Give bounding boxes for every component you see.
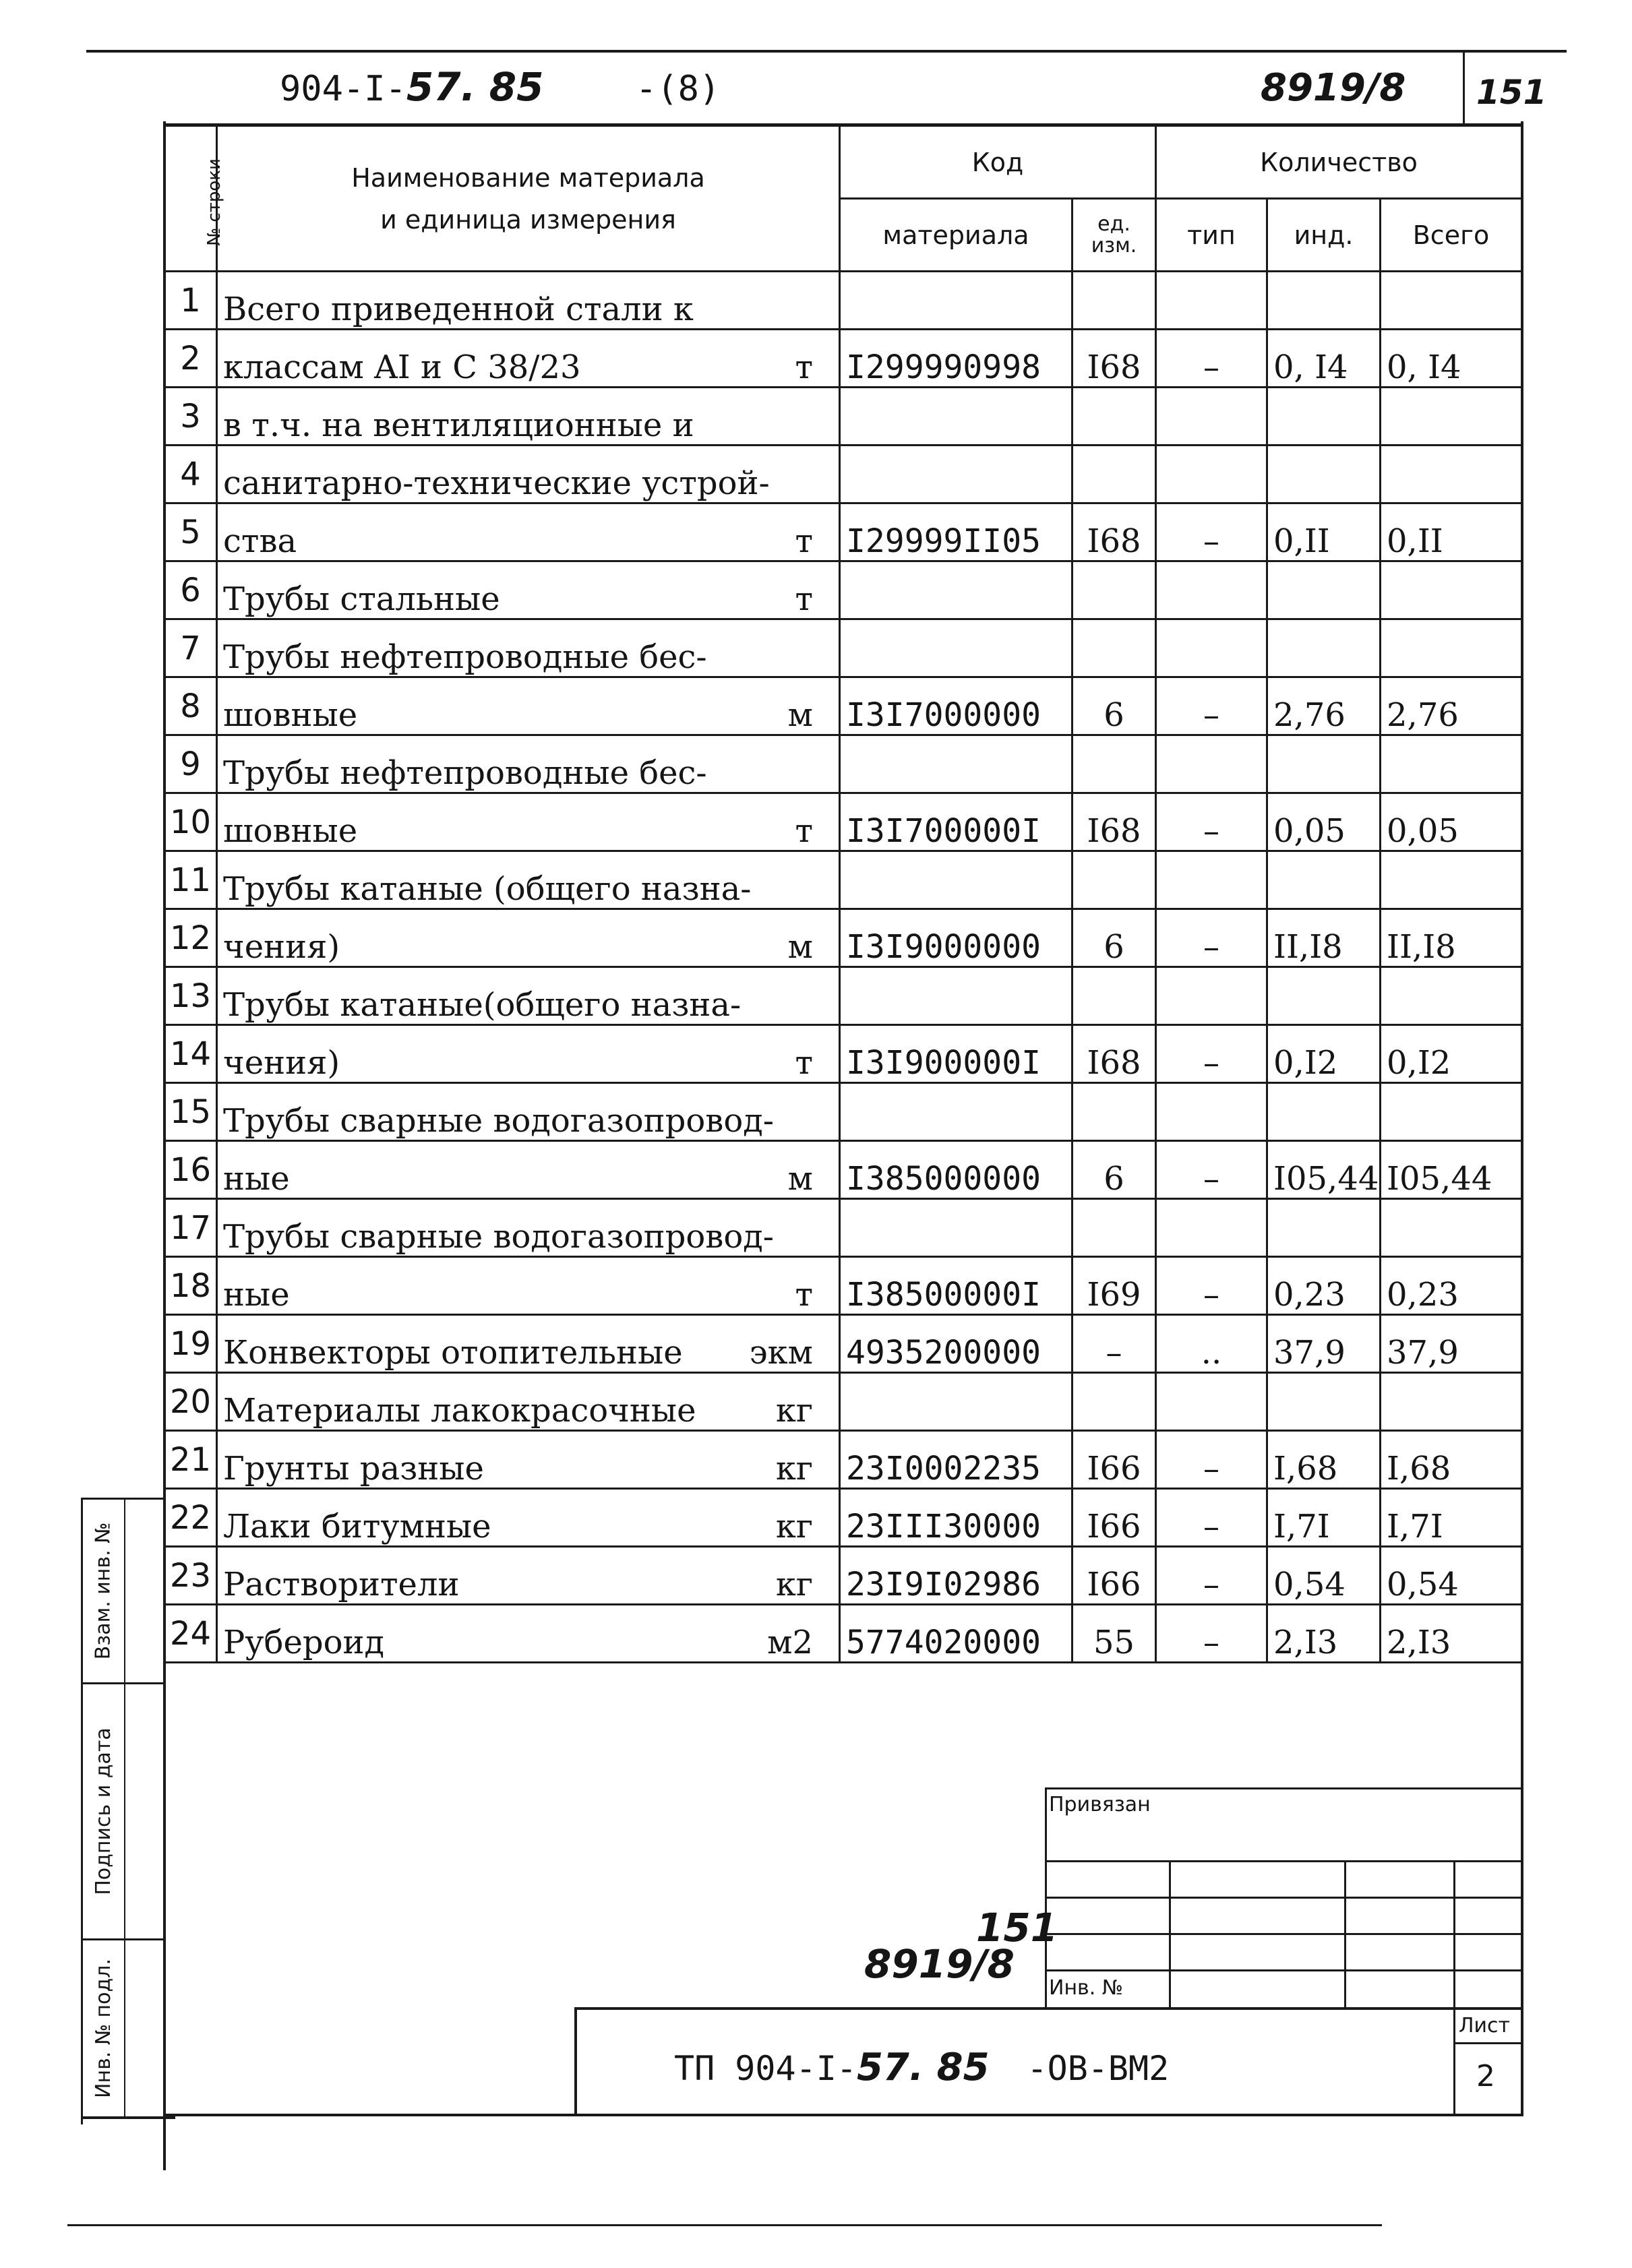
table-row	[164, 1489, 1522, 1547]
row-unit-code	[1072, 735, 1156, 793]
row-total: 0,05	[1381, 793, 1522, 851]
table-row	[164, 446, 1522, 503]
row-name	[217, 793, 840, 851]
row-unit-code	[1072, 851, 1156, 909]
row-number: 22	[164, 1489, 217, 1547]
priv-v2	[1344, 1860, 1346, 2007]
title-block-code	[674, 2046, 1169, 2089]
row-unit-code: 6	[1072, 909, 1156, 967]
table-row	[164, 1257, 1522, 1315]
list-number: 2	[1476, 2059, 1495, 2093]
row-code: I29999II05	[840, 503, 1072, 561]
table-row	[164, 503, 1522, 561]
row-code	[840, 851, 1072, 909]
row-number: 4	[164, 446, 217, 503]
row-name	[217, 561, 840, 619]
row-code: I299990998	[840, 330, 1072, 388]
stamp-line-2	[81, 1682, 164, 1684]
row-name-text: в т.ч. на вентиляционные и	[223, 406, 694, 444]
row-unit-code	[1072, 1083, 1156, 1141]
row-ind: 0,54	[1267, 1547, 1381, 1605]
row-unit-code: I68	[1072, 330, 1156, 388]
frame-top-line	[86, 50, 1567, 53]
row-code: I3I9000000	[840, 909, 1072, 967]
table-row	[164, 1373, 1522, 1431]
header-ind: инд.	[1267, 199, 1381, 272]
row-type: –	[1156, 677, 1267, 735]
row-type	[1156, 735, 1267, 793]
row-code	[840, 272, 1072, 330]
row-total	[1381, 446, 1522, 503]
row-name	[217, 1083, 840, 1141]
table-row	[164, 1605, 1522, 1663]
row-total: 0,I2	[1381, 1025, 1522, 1083]
tb-main-top	[574, 2007, 1523, 2010]
row-ind	[1267, 561, 1381, 619]
row-number: 2	[164, 330, 217, 388]
row-number: 23	[164, 1547, 217, 1605]
row-unit-symbol: кг	[775, 1508, 813, 1545]
priv-top	[1045, 1787, 1523, 1789]
header-name-line1: Наименование материала	[351, 162, 705, 193]
document-code	[280, 64, 720, 110]
row-unit-symbol: м2	[767, 1624, 813, 1661]
row-number: 1	[164, 272, 217, 330]
row-name-text: Трубы катаные (общего назна-	[223, 870, 752, 908]
row-name	[217, 1257, 840, 1315]
row-name	[217, 330, 840, 388]
table-row	[164, 1199, 1522, 1257]
row-unit-code	[1072, 561, 1156, 619]
table-row	[164, 619, 1522, 677]
row-ind	[1267, 446, 1381, 503]
tb-list-sep	[1453, 2042, 1523, 2044]
row-total	[1381, 851, 1522, 909]
row-number: 14	[164, 1025, 217, 1083]
row-name	[217, 1199, 840, 1257]
table-row	[164, 1083, 1522, 1141]
row-unit-code: 6	[1072, 1141, 1156, 1199]
row-unit-code: I69	[1072, 1257, 1156, 1315]
row-code: 23I9I02986	[840, 1547, 1072, 1605]
row-code	[840, 446, 1072, 503]
stamp-line-1	[81, 1498, 164, 1500]
row-name-text: Трубы нефтепроводные бес-	[223, 754, 707, 792]
row-ind: I,68	[1267, 1431, 1381, 1489]
row-name-text: Растворители	[223, 1566, 460, 1603]
row-unit-code: I66	[1072, 1431, 1156, 1489]
row-ind: 0,05	[1267, 793, 1381, 851]
row-unit-symbol: кг	[775, 1566, 813, 1603]
row-unit-symbol: м	[787, 1160, 813, 1198]
row-number: 3	[164, 388, 217, 446]
table-row	[164, 561, 1522, 619]
row-number: 11	[164, 851, 217, 909]
row-name	[217, 1141, 840, 1199]
row-code	[840, 1083, 1072, 1141]
table-row	[164, 1547, 1522, 1605]
row-code: I38500000I	[840, 1257, 1072, 1315]
row-name-text: Трубы сварные водогазопровод-	[223, 1218, 774, 1256]
row-unit-symbol: т	[795, 580, 813, 618]
table-row	[164, 677, 1522, 735]
tb-list-left	[1453, 2007, 1455, 2115]
inv-no-label: Инв. №	[1049, 1976, 1124, 2000]
row-type: –	[1156, 793, 1267, 851]
archive-number: 8919/8	[1261, 66, 1406, 110]
row-total	[1381, 1373, 1522, 1431]
row-name	[217, 1489, 840, 1547]
row-code	[840, 619, 1072, 677]
row-number: 13	[164, 967, 217, 1025]
row-name-text: Грунты разные	[223, 1450, 484, 1488]
row-name	[217, 967, 840, 1025]
row-name	[217, 1431, 840, 1489]
header-name-line2: и единица измерения	[380, 204, 676, 235]
stamp-mid-line	[124, 1498, 125, 2118]
row-name	[217, 503, 840, 561]
table-row	[164, 1431, 1522, 1489]
priv-h4	[1045, 1969, 1523, 1971]
row-type: –	[1156, 330, 1267, 388]
row-name	[217, 446, 840, 503]
row-unit-code	[1072, 1373, 1156, 1431]
row-total: 0,54	[1381, 1547, 1522, 1605]
row-total	[1381, 619, 1522, 677]
row-name-text: Рубероид	[223, 1624, 385, 1661]
row-ind	[1267, 967, 1381, 1025]
stamp-podpis: Подпись и дата	[91, 1727, 115, 1895]
specification-table	[163, 125, 1523, 1663]
stamp-inv-podl: Инв. № подл.	[91, 1958, 115, 2098]
row-name-text: Трубы катаные(общего назна-	[223, 986, 742, 1024]
row-unit-code: 55	[1072, 1605, 1156, 1663]
row-code	[840, 1199, 1072, 1257]
row-total	[1381, 272, 1522, 330]
row-total	[1381, 561, 1522, 619]
row-code: 4935200000	[840, 1315, 1072, 1373]
row-ind: 37,9	[1267, 1315, 1381, 1373]
hand-archive-number: 8919/8	[864, 1941, 1015, 1987]
table-row	[164, 735, 1522, 793]
row-total: 37,9	[1381, 1315, 1522, 1373]
stamp-line-4	[81, 2116, 175, 2119]
row-code: 23I0002235	[840, 1431, 1072, 1489]
row-type: –	[1156, 1141, 1267, 1199]
row-unit-code	[1072, 388, 1156, 446]
row-ind	[1267, 735, 1381, 793]
row-code: I3I900000I	[840, 1025, 1072, 1083]
row-name-text: санитарно-технические устрой-	[223, 464, 770, 502]
row-name	[217, 388, 840, 446]
row-name-text: чения)	[223, 1044, 340, 1082]
row-number: 18	[164, 1257, 217, 1315]
row-number: 8	[164, 677, 217, 735]
row-type: –	[1156, 1547, 1267, 1605]
row-type: –	[1156, 1431, 1267, 1489]
row-unit-symbol: экм	[749, 1334, 813, 1372]
row-unit-symbol: т	[795, 1276, 813, 1314]
row-unit-symbol: кг	[775, 1450, 813, 1488]
row-unit-code	[1072, 272, 1156, 330]
row-ind: 0,I2	[1267, 1025, 1381, 1083]
row-unit-code: I66	[1072, 1547, 1156, 1605]
row-number: 17	[164, 1199, 217, 1257]
table-row	[164, 909, 1522, 967]
row-ind	[1267, 272, 1381, 330]
row-type: –	[1156, 503, 1267, 561]
document-code-hand: 57. 85	[406, 64, 544, 110]
row-name-text: шовные	[223, 812, 358, 850]
row-total: I05,44	[1381, 1141, 1522, 1199]
header-rownum: № строки	[164, 126, 217, 272]
priv-h3	[1045, 1933, 1523, 1935]
row-name-text: Трубы нефтепроводные бес-	[223, 638, 707, 676]
row-total: 0,23	[1381, 1257, 1522, 1315]
row-ind: II,I8	[1267, 909, 1381, 967]
row-ind	[1267, 851, 1381, 909]
priv-v1	[1169, 1860, 1171, 2007]
tb-bottom-line	[163, 2114, 1523, 2116]
row-type: –	[1156, 1257, 1267, 1315]
document-code-prefix: 904-I-	[280, 69, 406, 109]
row-code: 5774020000	[840, 1605, 1072, 1663]
row-ind	[1267, 1199, 1381, 1257]
row-type	[1156, 619, 1267, 677]
row-type	[1156, 446, 1267, 503]
row-ind: I05,44	[1267, 1141, 1381, 1199]
row-name	[217, 1605, 840, 1663]
table-row	[164, 388, 1522, 446]
header-total: Всего	[1381, 199, 1522, 272]
row-code: I3I7000000	[840, 677, 1072, 735]
row-code	[840, 388, 1072, 446]
privyazan-label: Привязан	[1049, 1793, 1151, 1816]
row-unit-symbol: т	[795, 812, 813, 850]
tb-code-suffix: -ОВ-ВМ2	[1027, 2049, 1170, 2088]
row-unit-symbol: м	[787, 928, 813, 966]
row-name-text: ства	[223, 522, 297, 560]
row-total: 0,II	[1381, 503, 1522, 561]
row-unit-code	[1072, 1199, 1156, 1257]
row-name-text: Трубы сварные водогазопровод-	[223, 1102, 774, 1140]
row-unit-code	[1072, 967, 1156, 1025]
row-total	[1381, 967, 1522, 1025]
row-name-text: Конвекторы отопительные	[223, 1334, 683, 1372]
row-type	[1156, 561, 1267, 619]
row-total: 2,76	[1381, 677, 1522, 735]
row-total	[1381, 1199, 1522, 1257]
tb-main-left	[574, 2007, 577, 2115]
row-unit-code: I66	[1072, 1489, 1156, 1547]
row-total: II,I8	[1381, 909, 1522, 967]
row-code	[840, 1373, 1072, 1431]
row-number: 21	[164, 1431, 217, 1489]
row-unit-symbol: кг	[775, 1392, 813, 1430]
row-ind: 0,II	[1267, 503, 1381, 561]
hand-sheet-number: 151	[976, 1905, 1058, 1951]
row-code: 23III30000	[840, 1489, 1072, 1547]
header-name	[217, 126, 840, 272]
row-type: –	[1156, 1025, 1267, 1083]
row-ind: 0,23	[1267, 1257, 1381, 1315]
row-ind: 2,76	[1267, 677, 1381, 735]
row-name-text: шовные	[223, 696, 358, 734]
row-number: 12	[164, 909, 217, 967]
row-number: 6	[164, 561, 217, 619]
row-total	[1381, 735, 1522, 793]
row-name-text: чения)	[223, 928, 340, 966]
row-type	[1156, 1083, 1267, 1141]
table-row	[164, 793, 1522, 851]
row-type	[1156, 272, 1267, 330]
row-name-text: Всего приведенной стали к	[223, 290, 694, 328]
row-number: 24	[164, 1605, 217, 1663]
row-ind	[1267, 388, 1381, 446]
row-total	[1381, 388, 1522, 446]
row-ind: I,7I	[1267, 1489, 1381, 1547]
row-name	[217, 1315, 840, 1373]
row-name	[217, 735, 840, 793]
table-header-row-1	[164, 126, 1522, 199]
tb-code-prefix: ТП 904-I-	[674, 2049, 857, 2088]
row-ind	[1267, 1083, 1381, 1141]
document-code-suffix: -(8)	[636, 69, 721, 109]
row-number: 15	[164, 1083, 217, 1141]
row-unit-code: I68	[1072, 503, 1156, 561]
row-type	[1156, 967, 1267, 1025]
sheet-box-left	[1463, 53, 1465, 124]
row-number: 7	[164, 619, 217, 677]
row-type	[1156, 388, 1267, 446]
row-name	[217, 851, 840, 909]
row-name-text: ные	[223, 1276, 290, 1314]
row-total: 0, I4	[1381, 330, 1522, 388]
row-type: ..	[1156, 1315, 1267, 1373]
row-ind: 0, I4	[1267, 330, 1381, 388]
row-unit-symbol: т	[795, 1044, 813, 1082]
row-unit-code: –	[1072, 1315, 1156, 1373]
row-name	[217, 909, 840, 967]
row-total: 2,I3	[1381, 1605, 1522, 1663]
table-row	[164, 272, 1522, 330]
row-total	[1381, 1083, 1522, 1141]
row-code: I385000000	[840, 1141, 1072, 1199]
row-name-text: ные	[223, 1160, 290, 1198]
row-total: I,7I	[1381, 1489, 1522, 1547]
row-code	[840, 561, 1072, 619]
row-unit-symbol: т	[795, 348, 813, 386]
row-name-text: Трубы стальные	[223, 580, 500, 618]
header-qty-group: Количество	[1156, 126, 1522, 199]
row-code: I3I700000I	[840, 793, 1072, 851]
row-name	[217, 272, 840, 330]
row-ind: 2,I3	[1267, 1605, 1381, 1663]
row-name	[217, 1025, 840, 1083]
table-row	[164, 330, 1522, 388]
row-number: 19	[164, 1315, 217, 1373]
row-type	[1156, 1373, 1267, 1431]
row-number: 16	[164, 1141, 217, 1199]
row-unit-symbol: т	[795, 522, 813, 560]
table-row	[164, 1141, 1522, 1199]
priv-v3	[1453, 1860, 1455, 2007]
priv-h1	[1045, 1860, 1523, 1862]
row-code	[840, 967, 1072, 1025]
row-name-text: Лаки битумные	[223, 1508, 491, 1545]
tb-code-hand: 57. 85	[856, 2046, 990, 2089]
header-type: тип	[1156, 199, 1267, 272]
table-row	[164, 1315, 1522, 1373]
row-name	[217, 619, 840, 677]
row-unit-code: 6	[1072, 677, 1156, 735]
row-number: 9	[164, 735, 217, 793]
row-type	[1156, 1199, 1267, 1257]
row-type: –	[1156, 1605, 1267, 1663]
row-name	[217, 677, 840, 735]
row-number: 10	[164, 793, 217, 851]
row-unit-code	[1072, 446, 1156, 503]
stamp-vzam: Взам. инв. №	[91, 1522, 115, 1659]
row-name	[217, 1547, 840, 1605]
row-unit-symbol: м	[787, 696, 813, 734]
stamp-line-3	[81, 1938, 164, 1940]
row-code	[840, 735, 1072, 793]
row-ind	[1267, 619, 1381, 677]
row-total: I,68	[1381, 1431, 1522, 1489]
sheet-number-top: 151	[1476, 73, 1547, 112]
row-number: 5	[164, 503, 217, 561]
header-unit: ед. изм.	[1072, 199, 1156, 272]
list-label: Лист	[1459, 2014, 1511, 2037]
row-number: 20	[164, 1373, 217, 1431]
priv-h2	[1045, 1897, 1523, 1899]
row-name-text: классам AI и С 38/23	[223, 348, 581, 386]
row-name	[217, 1373, 840, 1431]
row-ind	[1267, 1373, 1381, 1431]
header-material: материала	[840, 199, 1072, 272]
row-type: –	[1156, 1489, 1267, 1547]
row-name-text: Материалы лакокрасочные	[223, 1392, 696, 1430]
table-row	[164, 1025, 1522, 1083]
table-row	[164, 851, 1522, 909]
row-type	[1156, 851, 1267, 909]
row-unit-code	[1072, 619, 1156, 677]
row-type: –	[1156, 909, 1267, 967]
row-unit-code: I68	[1072, 793, 1156, 851]
bottom-scan-line	[67, 2224, 1382, 2226]
header-code-group: Код	[840, 126, 1156, 199]
row-unit-code: I68	[1072, 1025, 1156, 1083]
table-row	[164, 967, 1522, 1025]
